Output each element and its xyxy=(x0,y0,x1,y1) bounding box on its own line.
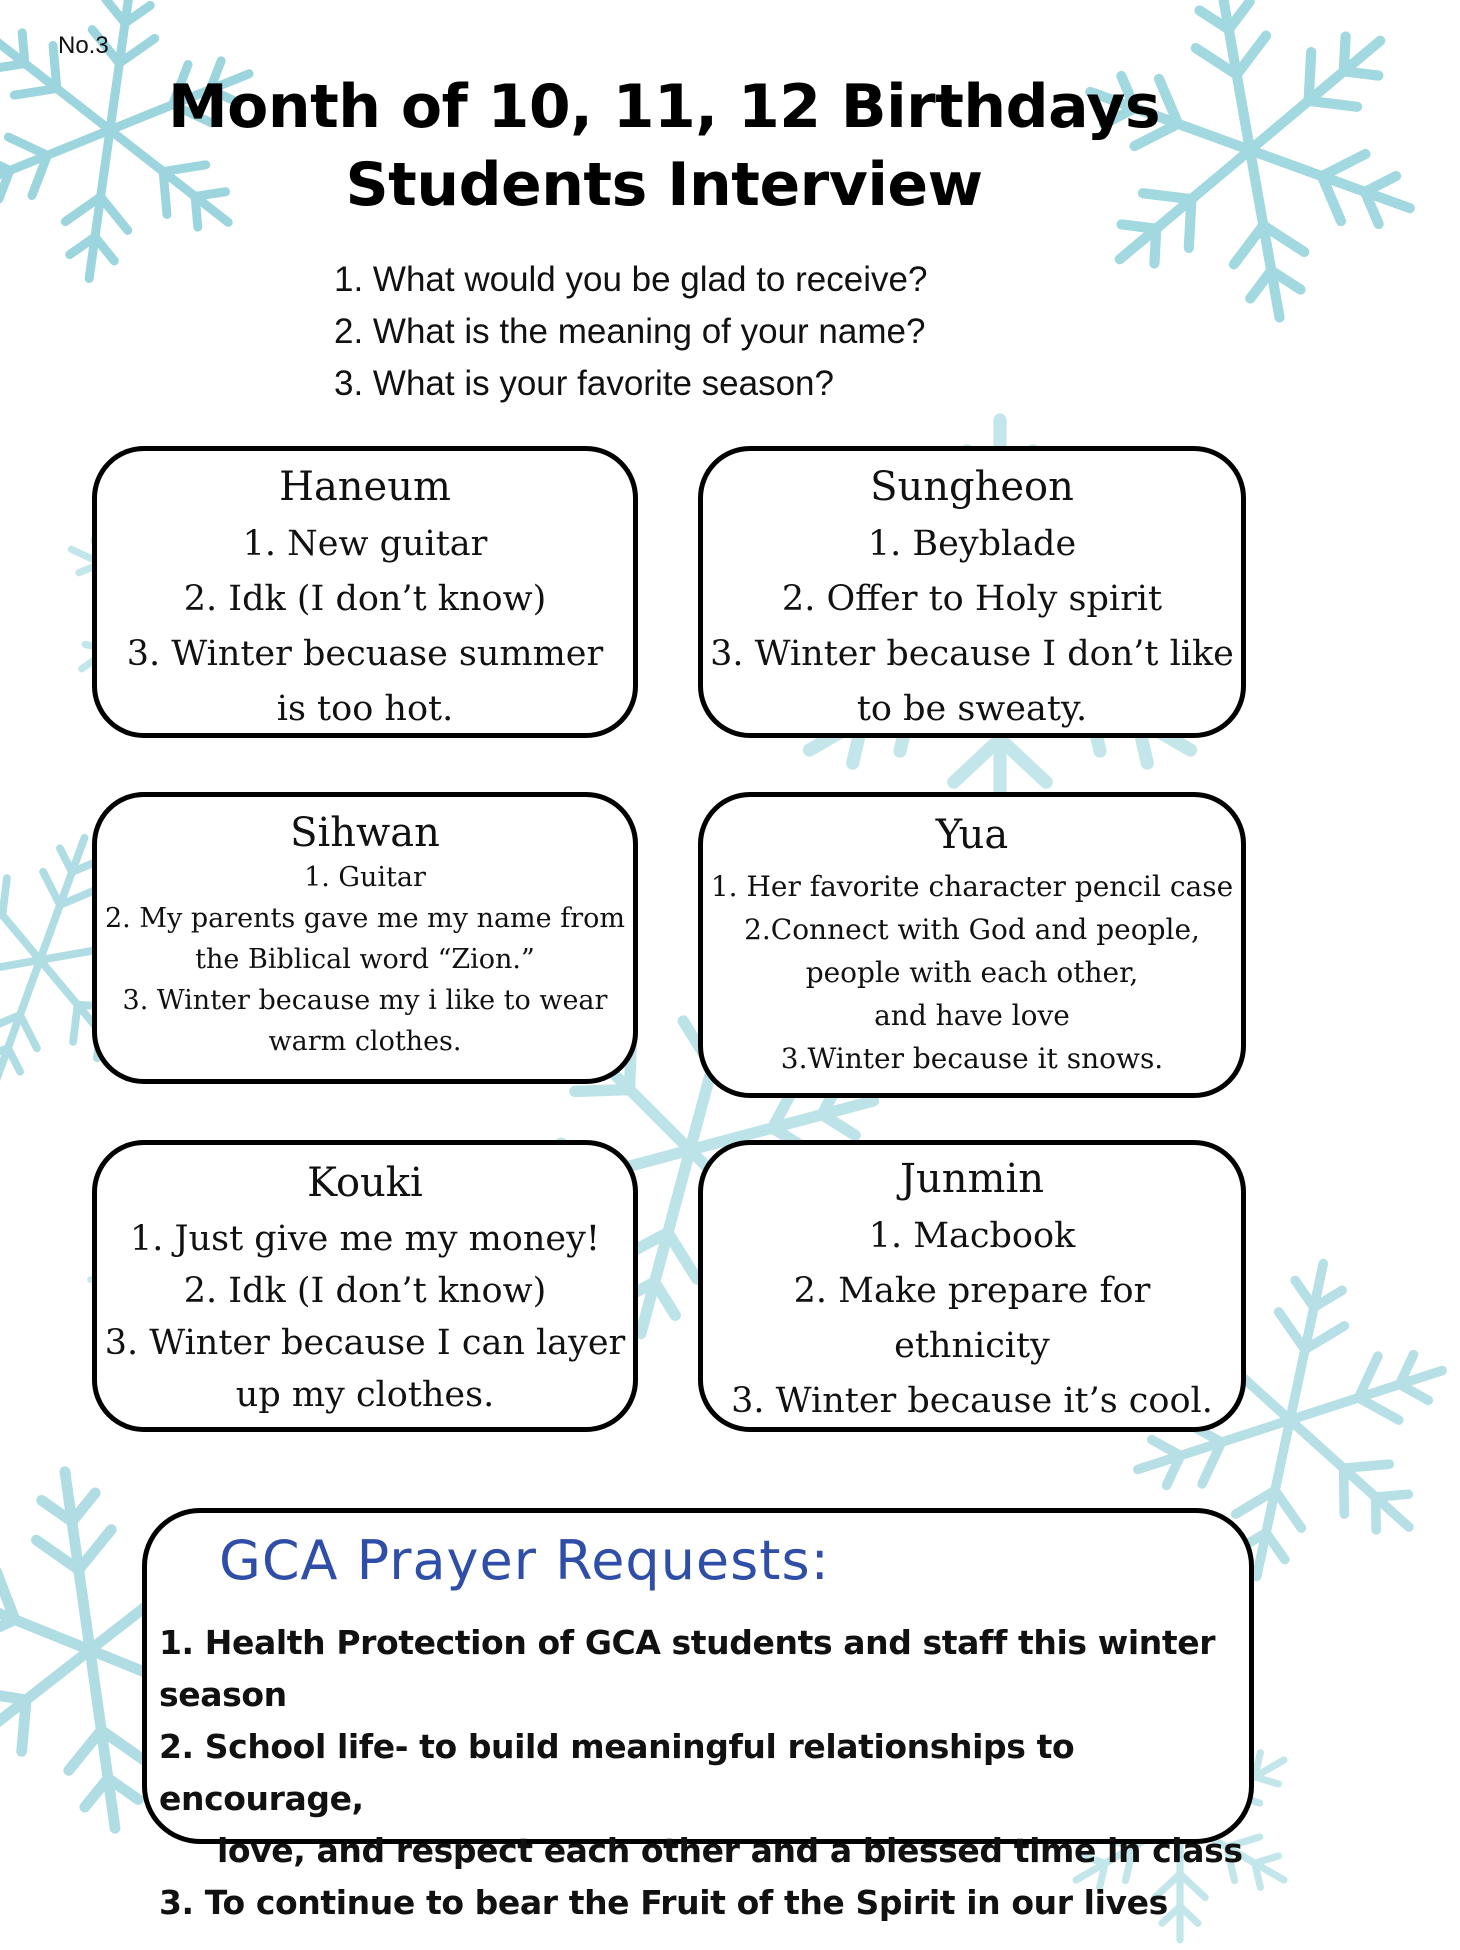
title-line-1: Month of 10, 11, 12 Birthdays xyxy=(167,72,1161,142)
student-answer: 2. Make prepare for xyxy=(793,1271,1151,1311)
prayer-item-continued: love, and respect each other and a blessed time in class xyxy=(217,1831,1243,1870)
student-answer: 2. Idk (I don’t know) xyxy=(183,1271,547,1311)
student-answer: 3. Winter becuase summer xyxy=(126,634,604,674)
question-item: 1. What would you be glad to receive? xyxy=(334,260,928,299)
student-card-sihwan xyxy=(92,792,638,1084)
prayer-requests-box xyxy=(142,1508,1254,1922)
page-title xyxy=(0,68,1328,224)
issue-number: No.3 xyxy=(58,32,109,59)
student-answer: and have love xyxy=(874,999,1070,1032)
student-answer: 1. Guitar xyxy=(304,862,426,893)
student-answer: 3. Winter because my i like to wear xyxy=(122,985,608,1016)
student-answer: 3. Winter because I don’t like xyxy=(710,634,1234,674)
student-answer: 1. Her favorite character pencil case xyxy=(710,870,1234,903)
student-name: Junmin xyxy=(899,1156,1045,1202)
student-answer: is too hot. xyxy=(276,689,454,729)
student-answer: 1. New guitar xyxy=(242,524,488,564)
title-line-2: Students Interview xyxy=(345,150,983,220)
student-answer: 1. Macbook xyxy=(868,1216,1076,1256)
student-card-kouki xyxy=(92,1140,638,1432)
student-answer: people with each other, xyxy=(805,956,1139,989)
student-name: Yua xyxy=(935,812,1009,858)
student-answer: 3.Winter because it snows. xyxy=(780,1042,1164,1075)
student-name: Haneum xyxy=(279,464,451,510)
question-item: 3. What is your favorite season? xyxy=(334,364,834,403)
prayer-item: 2. School life- to build meaningful relationships to encourage, xyxy=(159,1727,1075,1818)
student-card-junmin xyxy=(698,1140,1246,1432)
student-answer: 3. Winter because I can layer xyxy=(104,1323,626,1363)
student-answer: warm clothes. xyxy=(268,1026,462,1057)
student-card-haneum xyxy=(92,446,638,738)
student-answer: the Biblical word “Zion.” xyxy=(195,944,535,975)
student-card-sungheon xyxy=(698,446,1246,738)
student-answer: to be sweaty. xyxy=(856,689,1088,729)
student-answer: 2. Offer to Holy spirit xyxy=(781,579,1163,619)
prayer-item: 1. Health Protection of GCA students and staff this winter season xyxy=(159,1623,1216,1714)
student-answer: 1. Just give me my money! xyxy=(130,1219,600,1259)
student-name: Kouki xyxy=(307,1160,423,1206)
prayer-list xyxy=(159,1617,1249,1929)
student-answer: 1. Beyblade xyxy=(867,524,1077,564)
student-answer: 3. Winter because it’s cool. xyxy=(731,1381,1213,1421)
student-answer: up my clothes. xyxy=(235,1375,495,1415)
student-answer: 2.Connect with God and people, xyxy=(744,913,1200,946)
student-answer: 2. My parents gave me my name from xyxy=(105,903,625,934)
student-card-yua xyxy=(698,792,1246,1098)
question-item: 2. What is the meaning of your name? xyxy=(334,312,926,351)
student-name: Sihwan xyxy=(290,810,440,856)
prayer-item: 3. To continue to bear the Fruit of the Spirit in our lives xyxy=(159,1883,1168,1922)
prayer-title: GCA Prayer Requests: xyxy=(219,1529,830,1592)
student-name: Sungheon xyxy=(870,464,1074,510)
student-answer: ethnicity xyxy=(894,1326,1050,1366)
student-answer: 2. Idk (I don’t know) xyxy=(183,579,547,619)
interview-questions xyxy=(334,254,927,410)
